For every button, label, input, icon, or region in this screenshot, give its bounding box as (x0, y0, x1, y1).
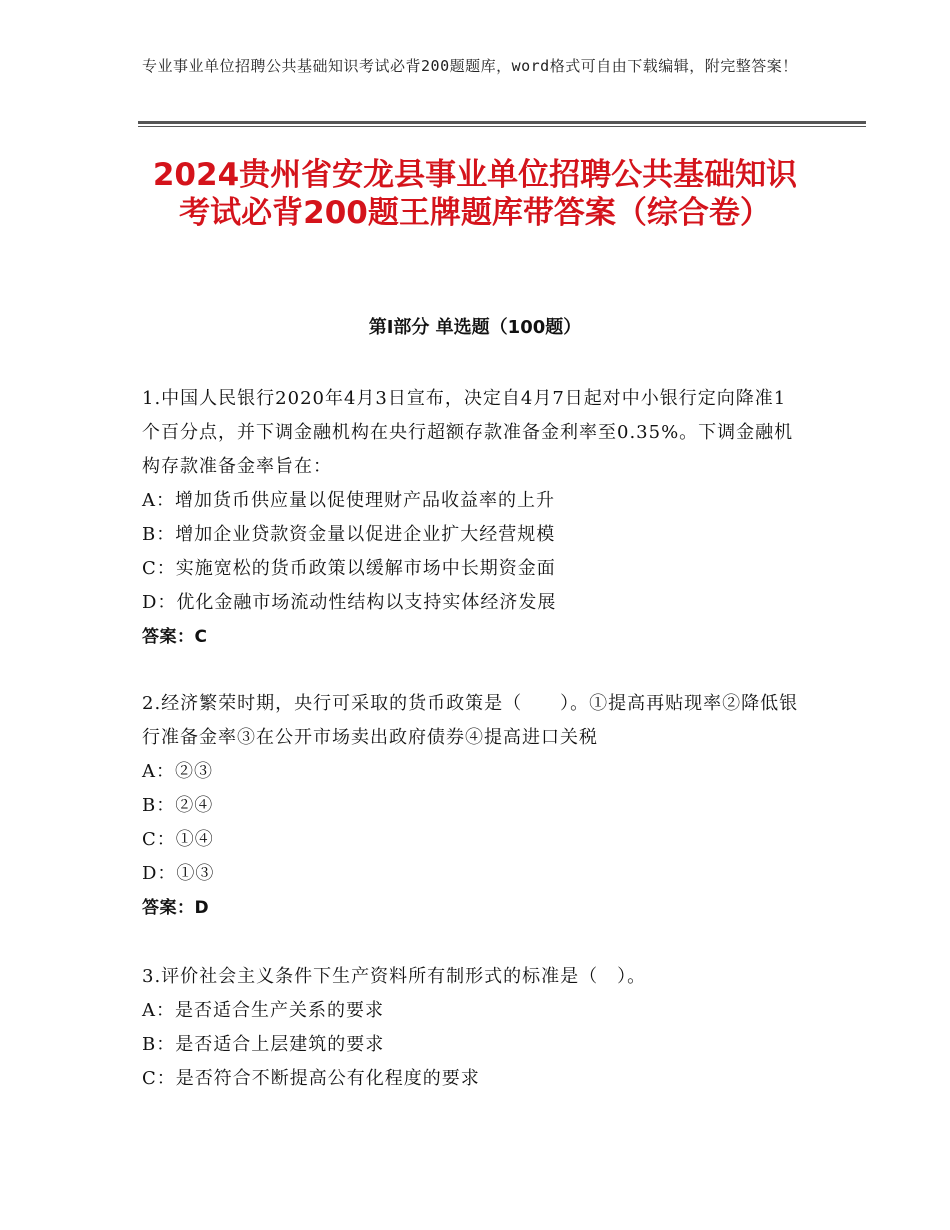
option-a: A：②③ (142, 761, 213, 782)
question-stem: 1.中国人民银行2020年4月3日宣布，决定自4月7日起对中小银行定向降准1个百分点，并下调金融机构在央行超额存款准备金利率至0.35%。下调金融机构存款准备金率旨在： (142, 388, 794, 477)
section-heading: 第Ⅰ部分 单选题（100题） (368, 317, 582, 338)
question-stem: 3.评价社会主义条件下生产资料所有制形式的标准是（ ）。 (142, 966, 647, 987)
header-note: 专业事业单位招聘公共基础知识考试必背200题题库，word格式可自由下载编辑，附完整答案！ (142, 57, 798, 75)
question-stem: 2.经济繁荣时期，央行可采取的货币政策是（ ）。①提高再贴现率②降低银行准备金率③在公开市场卖出政府债券④提高进口关税 (142, 693, 799, 748)
option-d: D：优化金融市场流动性结构以支持实体经济发展 (142, 592, 557, 613)
option-a: A：是否适合生产关系的要求 (142, 1000, 384, 1021)
document-title: 2024贵州省安龙县事业单位招聘公共基础知识考试必背200题王牌题库带答案（综合卷） (152, 157, 798, 231)
option-b: B：②④ (142, 795, 214, 816)
question-1 (142, 382, 802, 654)
option-c: C：是否符合不断提高公有化程度的要求 (142, 1068, 480, 1089)
answer: 答案：C (142, 627, 208, 647)
answer: 答案：D (142, 898, 210, 918)
option-b: B：是否适合上层建筑的要求 (142, 1034, 385, 1055)
option-b: B：增加企业贷款资金量以促进企业扩大经营规模 (142, 524, 556, 545)
option-c: C：实施宽松的货币政策以缓解市场中长期资金面 (142, 558, 556, 579)
question-3 (142, 960, 802, 1096)
option-c: C：①④ (142, 829, 214, 850)
option-d: D：①③ (142, 863, 215, 884)
question-2 (142, 687, 802, 925)
header-rule-thick (138, 121, 866, 124)
option-a: A：增加货币供应量以促使理财产品收益率的上升 (142, 490, 555, 511)
header-rule-thin (138, 126, 866, 127)
